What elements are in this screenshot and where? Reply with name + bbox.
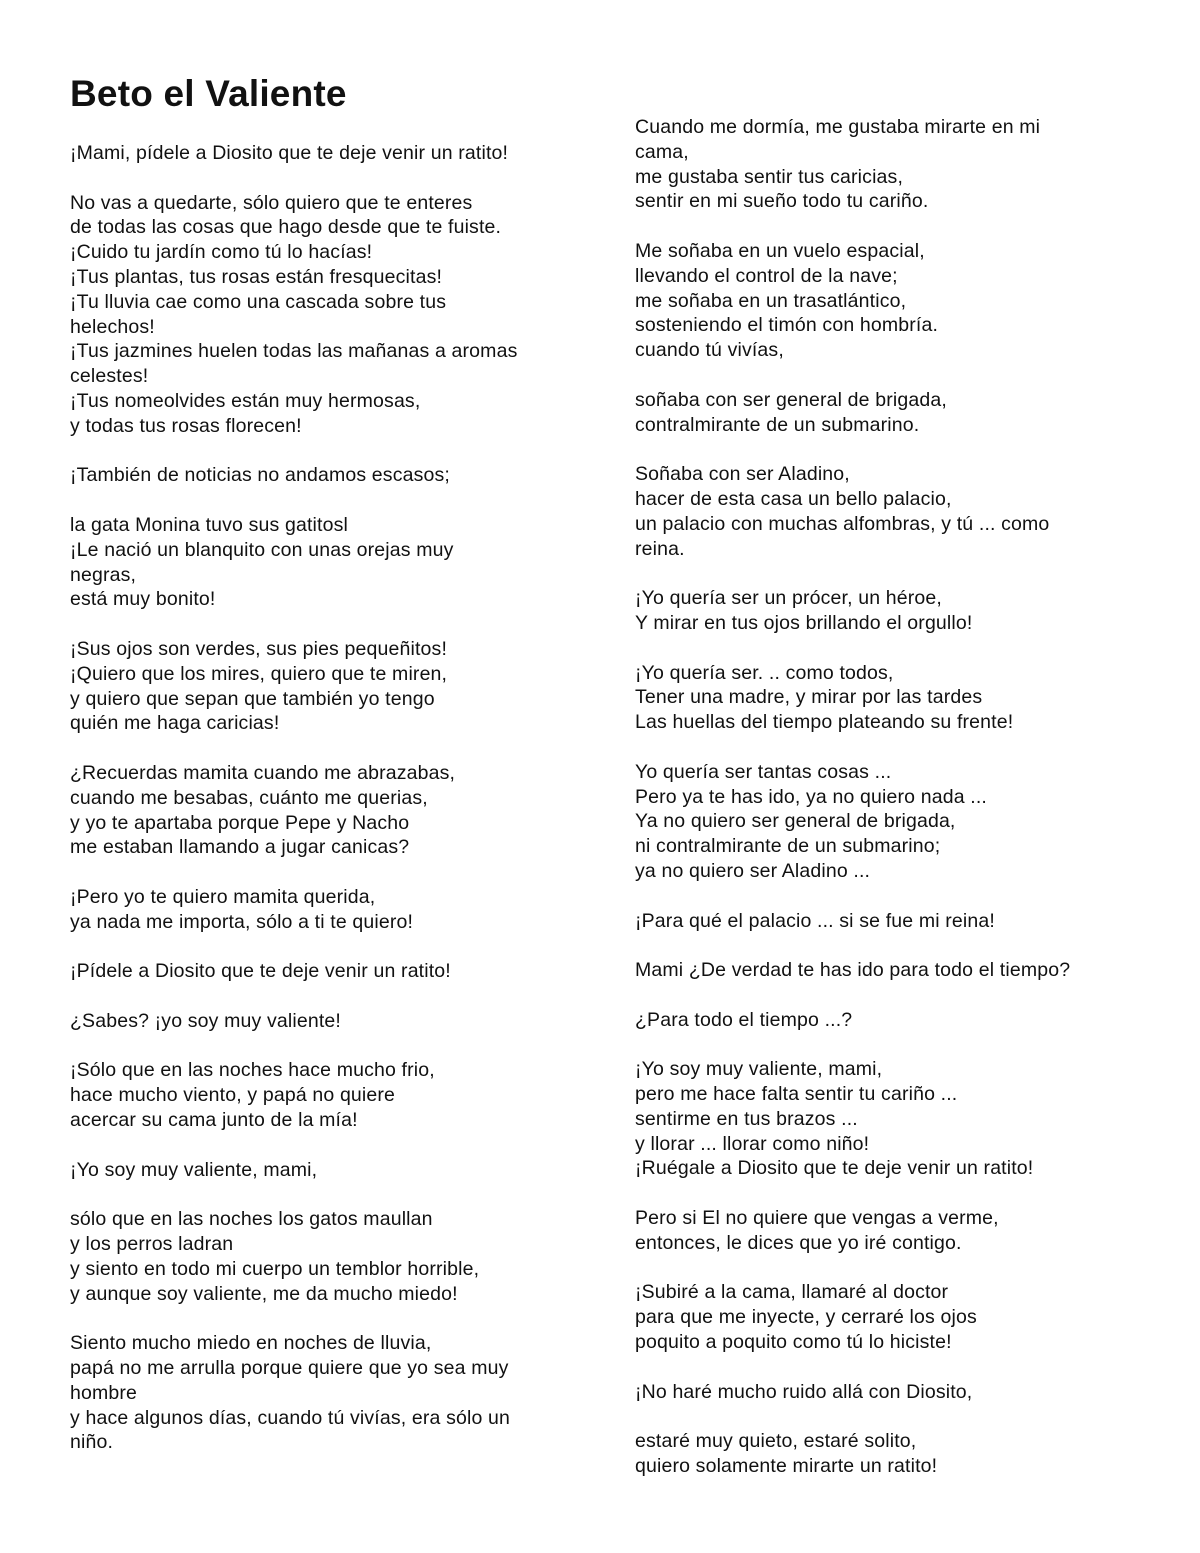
poem-line: ¡Yo soy muy valiente, mami, bbox=[635, 1058, 883, 1081]
poem-stanza bbox=[635, 1206, 1155, 1256]
poem-line: celestes! bbox=[70, 365, 149, 388]
poem-line: helechos! bbox=[70, 315, 155, 338]
poem-line: entonces, le dices que yo iré contigo. bbox=[635, 1231, 962, 1254]
poem-line: Me soñaba en un vuelo espacial, bbox=[635, 239, 925, 262]
poem-line: quiero solamente mirarte un ratito! bbox=[635, 1455, 938, 1478]
poem-line: Ya no quiero ser general de brigada, bbox=[635, 810, 956, 833]
poem-stanza bbox=[635, 1380, 1155, 1405]
poem-line: Mami ¿De verdad te has ido para todo el tiempo? bbox=[635, 959, 1071, 982]
poem-line: ¡Le nació un blanquito con unas orejas muy bbox=[70, 538, 454, 561]
poem-line: de todas las cosas que hago desde que te fuiste. bbox=[70, 216, 502, 239]
poem-line: negras, bbox=[70, 563, 137, 586]
poem-line: ¡Pídele a Diosito que te deje venir un ratito! bbox=[70, 960, 451, 983]
poem-line: ¡Para qué el palacio ... si se fue mi reina! bbox=[635, 909, 995, 932]
poem-line: está muy bonito! bbox=[70, 588, 216, 611]
document-title: Beto el Valiente bbox=[70, 73, 347, 114]
poem-line: y yo te apartaba porque Pepe y Nacho bbox=[70, 811, 410, 834]
poem-line: ¡Quiero que los mires, quiero que te miren, bbox=[70, 662, 448, 685]
poem-stanza bbox=[70, 1009, 570, 1034]
poem-line: contralmirante de un submarino. bbox=[635, 413, 920, 436]
poem-line: para que me inyecte, y cerraré los ojos bbox=[635, 1306, 977, 1329]
poem-line: hombre bbox=[70, 1381, 138, 1404]
poem-line: me gustaba sentir tus caricias, bbox=[635, 165, 904, 188]
poem-line: Pero si El no quiere que vengas a verme, bbox=[635, 1207, 999, 1230]
poem-line: Y mirar en tus ojos brillando el orgullo! bbox=[635, 611, 973, 634]
poem-line: quién me haga caricias! bbox=[70, 712, 280, 735]
poem-line: sosteniendo el timón con hombría. bbox=[635, 314, 939, 337]
poem-line: y hace algunos días, cuando tú vivías, era sólo un bbox=[70, 1406, 511, 1429]
poem-line: y aunque soy valiente, me da mucho miedo! bbox=[70, 1282, 458, 1305]
poem-right-column bbox=[635, 115, 1155, 1479]
poem-stanza bbox=[635, 909, 1155, 934]
poem-stanza bbox=[635, 1429, 1155, 1479]
poem-stanza bbox=[70, 463, 570, 488]
poem-line: Las huellas del tiempo plateando su frente! bbox=[635, 711, 1014, 734]
poem-line: ya nada me importa, sólo a ti te quiero! bbox=[70, 910, 414, 933]
poem-line: niño. bbox=[70, 1431, 114, 1454]
poem-line: me estaban llamando a jugar canicas? bbox=[70, 836, 410, 859]
poem-stanza bbox=[635, 661, 1155, 735]
poem-line: ni contralmirante de un submarino; bbox=[635, 835, 941, 858]
poem-line: ¡Tu lluvia cae como una cascada sobre tus bbox=[70, 290, 447, 313]
poem-line: ¡Mami, pídele a Diosito que te deje venir un ratito! bbox=[70, 142, 509, 164]
poem-stanza bbox=[70, 191, 570, 439]
poem-stanza bbox=[635, 239, 1155, 363]
poem-line: ¿Sabes? ¡yo soy muy valiente! bbox=[70, 1009, 341, 1032]
poem-line: me soñaba en un trasatlántico, bbox=[635, 289, 907, 312]
poem-line: ¡También de noticias no andamos escasos; bbox=[70, 464, 450, 487]
poem-line: ¿Recuerdas mamita cuando me abrazabas, bbox=[70, 761, 456, 784]
poem-line: acercar su cama junto de la mía! bbox=[70, 1109, 358, 1132]
poem-line: llevando el control de la nave; bbox=[635, 264, 898, 287]
poem-line: sólo que en las noches los gatos maullan bbox=[70, 1208, 433, 1231]
poem-line: ¡Ruégale a Diosito que te deje venir un ratito! bbox=[635, 1157, 1034, 1180]
poem-stanza bbox=[70, 637, 570, 736]
poem-line: ¡Sus ojos son verdes, sus pies pequeñitos! bbox=[70, 637, 448, 660]
poem-line: Cuando me dormía, me gustaba mirarte en mi bbox=[635, 116, 1041, 138]
poem-line: ¿Para todo el tiempo ...? bbox=[635, 1008, 853, 1031]
poem-line: y todas tus rosas florecen! bbox=[70, 414, 302, 437]
poem-line: Soñaba con ser Aladino, bbox=[635, 463, 850, 486]
poem-stanza bbox=[70, 761, 570, 860]
poem-stanza bbox=[635, 1280, 1155, 1354]
poem-line: ¡Pero yo te quiero mamita querida, bbox=[70, 885, 376, 908]
poem-line: ya no quiero ser Aladino ... bbox=[635, 859, 871, 882]
poem-stanza bbox=[70, 1058, 570, 1132]
poem-line: ¡Sólo que en las noches hace mucho frio, bbox=[70, 1059, 435, 1082]
poem-line: ¡Subiré a la cama, llamaré al doctor bbox=[635, 1281, 949, 1304]
poem-stanza bbox=[70, 1207, 570, 1306]
poem-line: ¡Tus plantas, tus rosas están fresquecitas! bbox=[70, 265, 443, 288]
poem-line: ¡Yo quería ser un prócer, un héroe, bbox=[635, 587, 942, 610]
poem-line: ¡Tus jazmines huelen todas las mañanas a aromas bbox=[70, 340, 518, 363]
poem-line: ¡Cuido tu jardín como tú lo hacías! bbox=[70, 241, 373, 264]
poem-stanza bbox=[70, 1331, 570, 1455]
poem-stanza bbox=[635, 760, 1155, 884]
poem-line: y los perros ladran bbox=[70, 1233, 234, 1256]
poem-line: ¡Yo quería ser. .. como todos, bbox=[635, 661, 894, 684]
poem-stanza bbox=[70, 1158, 570, 1183]
poem-line: la gata Monina tuvo sus gatitosl bbox=[70, 513, 348, 536]
poem-line: Yo quería ser tantas cosas ... bbox=[635, 760, 892, 783]
poem-stanza bbox=[635, 958, 1155, 983]
poem-line: poquito a poquito como tú lo hiciste! bbox=[635, 1331, 952, 1354]
poem-line: un palacio con muchas alfombras, y tú ... como bbox=[635, 512, 1050, 535]
poem-stanza bbox=[635, 462, 1155, 561]
poem-stanza bbox=[70, 141, 570, 166]
poem-stanza bbox=[635, 115, 1155, 214]
poem-line: hace mucho viento, y papá no quiere bbox=[70, 1084, 396, 1107]
poem-left-column bbox=[70, 141, 570, 1455]
poem-line: estaré muy quieto, estaré solito, bbox=[635, 1430, 917, 1453]
poem-line: ¡No haré mucho ruido allá con Diosito, bbox=[635, 1380, 973, 1403]
poem-line: Siento mucho miedo en noches de lluvia, bbox=[70, 1332, 432, 1355]
poem-line: pero me hace falta sentir tu cariño ... bbox=[635, 1083, 958, 1106]
poem-line: hacer de esta casa un bello palacio, bbox=[635, 487, 952, 510]
poem-line: sentirme en tus brazos ... bbox=[635, 1107, 858, 1130]
poem-line: soñaba con ser general de brigada, bbox=[635, 388, 947, 411]
poem-line: Pero ya te has ido, ya no quiero nada ... bbox=[635, 785, 987, 808]
poem-stanza bbox=[635, 586, 1155, 636]
poem-line: y siento en todo mi cuerpo un temblor horrible, bbox=[70, 1257, 480, 1280]
poem-stanza bbox=[635, 1008, 1155, 1033]
poem-line: cama, bbox=[635, 140, 689, 163]
poem-line: No vas a quedarte, sólo quiero que te enteres bbox=[70, 191, 473, 214]
poem-line: cuando me besabas, cuánto me querias, bbox=[70, 786, 428, 809]
poem-stanza bbox=[70, 513, 570, 612]
poem-stanza bbox=[70, 959, 570, 984]
poem-stanza bbox=[635, 388, 1155, 438]
poem-line: Tener una madre, y mirar por las tardes bbox=[635, 686, 983, 709]
poem-line: sentir en mi sueño todo tu cariño. bbox=[635, 190, 929, 213]
poem-line: y quiero que sepan que también yo tengo bbox=[70, 687, 435, 710]
poem-line: cuando tú vivías, bbox=[635, 339, 784, 362]
poem-stanza bbox=[635, 1057, 1155, 1181]
poem-line: ¡Yo soy muy valiente, mami, bbox=[70, 1158, 318, 1181]
poem-line: papá no me arrulla porque quiere que yo sea muy bbox=[70, 1357, 509, 1380]
poem-line: ¡Tus nomeolvides están muy hermosas, bbox=[70, 389, 421, 412]
poem-line: y llorar ... llorar como niño! bbox=[635, 1132, 870, 1155]
poem-line: reina. bbox=[635, 537, 685, 560]
poem-stanza bbox=[70, 885, 570, 935]
